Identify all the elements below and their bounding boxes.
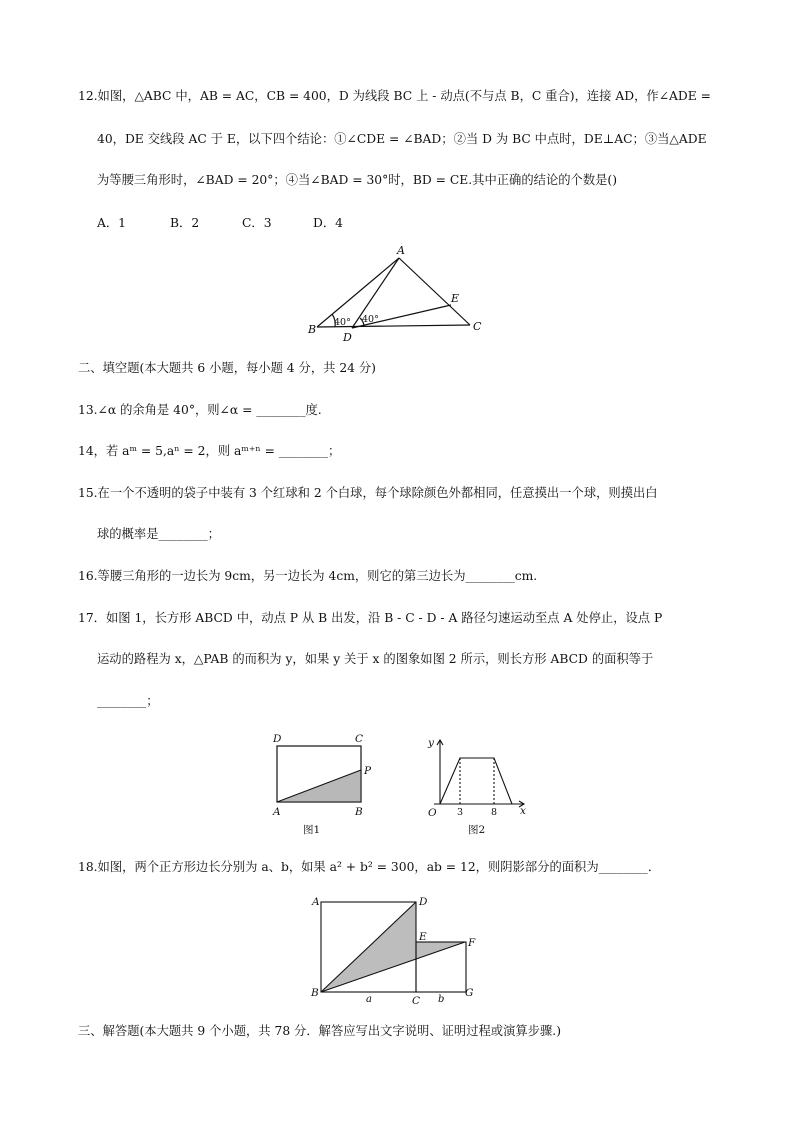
fig2-origin: O bbox=[428, 807, 437, 819]
label-b: B bbox=[308, 323, 317, 336]
q17-figure-1-rectangle bbox=[265, 730, 385, 840]
label-c: C bbox=[473, 320, 482, 333]
q15-text-line2: 球的概率是________； bbox=[97, 527, 220, 541]
q12-triangle-figure bbox=[300, 240, 500, 350]
label-a: A bbox=[397, 244, 405, 257]
fig18-label-d: D bbox=[419, 896, 428, 908]
option-a: A．1 bbox=[97, 216, 127, 230]
fig1-label-c: C bbox=[355, 733, 364, 745]
fig2-caption: 图2 bbox=[468, 824, 486, 836]
fig18-label-b: B bbox=[311, 987, 319, 999]
angle-label-b: 40° bbox=[334, 317, 351, 328]
fig18-label-e: E bbox=[419, 931, 427, 943]
label-e: E bbox=[451, 292, 460, 305]
fig18-label-a-length: a bbox=[366, 994, 372, 1005]
fig18-label-f: F bbox=[468, 937, 476, 949]
fig1-label-p: P bbox=[364, 765, 372, 777]
section2-title: 二、填空题(本大题共 6 小题，每小题 4 分，共 24 分) bbox=[78, 361, 376, 375]
label-d: D bbox=[343, 331, 352, 344]
q17-figure-2-graph bbox=[420, 730, 540, 840]
q16-text: 16.等腰三角形的一边长为 9cm，另一边长为 4cm，则它的第三边长为________cm. bbox=[78, 569, 538, 583]
triangle-pab-shaded bbox=[277, 770, 361, 802]
graph-line bbox=[440, 758, 512, 804]
q12-text-line2: 40，DE 交线段 AC 于 E，以下四个结论：①∠CDE = ∠BAD；②当 D 为 BC 中点时，DE⊥AC；③当△ADE bbox=[97, 132, 707, 146]
q18-squares-figure bbox=[305, 890, 495, 1010]
fig2-tick-8: 8 bbox=[491, 807, 498, 818]
option-c: C．3 bbox=[242, 216, 272, 230]
fig18-label-g: G bbox=[465, 987, 474, 999]
q14-text: 14，若 aᵐ = 5,aⁿ = 2，则 aᵐ⁺ⁿ = ________； bbox=[78, 444, 341, 458]
q18-text-line1: 18.如图，两个正方形边长分别为 a、b，如果 a² + b² = 300，ab = 12，则阴影部分的面积为________． bbox=[78, 860, 661, 874]
fig2-tick-3: 3 bbox=[457, 807, 464, 818]
fig2-y-label: y bbox=[428, 737, 434, 749]
q17-text-line2: 运动的路程为 x，△PAB 的而积为 y，如果 y 关于 x 的图象如图 2 所示，则长方形 ABCD 的面积等于 bbox=[97, 652, 654, 666]
fig2-x-label: x bbox=[520, 805, 526, 817]
q17-text-line1: 17．如图 1，长方形 ABCD 中，动点 P 从 B 出发，沿 B - C - D - A 路径匀速运动至点 A 处停止，设点 P bbox=[78, 611, 663, 625]
angle-label-d: 40° bbox=[362, 314, 379, 325]
q13-text: 13.∠α 的余角是 40°，则∠α = ________度. bbox=[78, 403, 322, 417]
q15-text-line1: 15.在一个不透明的袋子中装有 3 个红球和 2 个白球，每个球除颜色外都相同，任意摸出一个球，则摸出白 bbox=[78, 486, 658, 500]
shaded-region bbox=[321, 902, 465, 992]
side-ab bbox=[317, 258, 399, 327]
fig18-label-b-length: b bbox=[438, 994, 445, 1005]
fig18-label-c: C bbox=[412, 995, 421, 1007]
fig1-caption: 图1 bbox=[303, 824, 321, 836]
option-b: B．2 bbox=[170, 216, 200, 230]
section3-title: 三、解答题(本大题共 9 个小题，共 78 分．解答应写出文字说明、证明过程或演算步骤.) bbox=[78, 1024, 562, 1038]
fig1-label-a: A bbox=[273, 806, 281, 818]
q12-text-line3: 为等腰三角形时，∠BAD = 20°；④当∠BAD = 30°时，BD = CE.其中正确的结论的个数是() bbox=[97, 173, 618, 187]
q12-text-line1: 12.如图，△ABC 中，AB = AC，CB = 400，D 为线段 BC 上 - 动点(不与点 B，C 重合)，连接 AD，作∠ADE = bbox=[78, 89, 711, 103]
fig1-label-d: D bbox=[273, 733, 282, 745]
fig18-label-a: A bbox=[312, 896, 320, 908]
option-d: D．4 bbox=[313, 216, 343, 230]
fig1-label-b: B bbox=[355, 806, 363, 818]
q17-text-line3: ________； bbox=[97, 694, 159, 708]
